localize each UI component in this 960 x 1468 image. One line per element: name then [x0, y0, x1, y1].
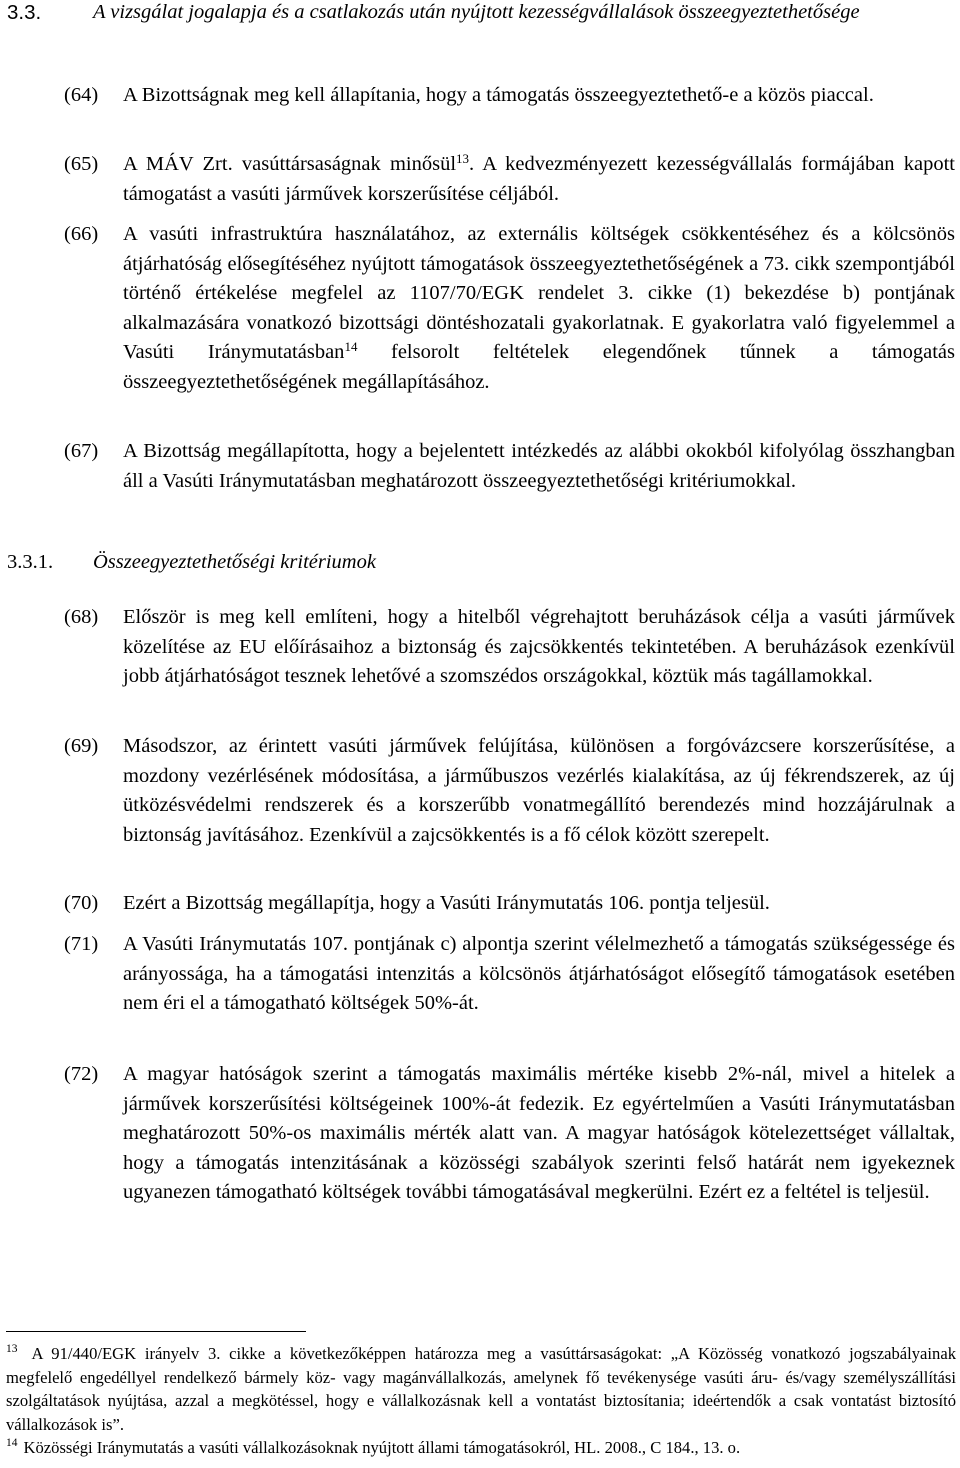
paragraph-66 [0, 220, 958, 398]
paragraph-number: (72) [64, 1063, 99, 1085]
paragraph-text: Először is meg kell említeni, hogy a hitelből végrehajtott beruházások célja a vasúti járművek közelítése az EU előírásaihoz a biztonság és zajcsökkentés tekintetében. A beruházások ezenkívül jobb átjárhatóságot tesznek lehetővé a szomszédos országokkal, köztük más tagállamokkal. [123, 606, 955, 688]
paragraph-text-part: felsorolt feltételek elegendőnek tűnnek a támogatás összeegyeztethetőségének megállapításához. [123, 341, 955, 393]
paragraph-text [123, 150, 955, 209]
paragraph-65 [0, 150, 958, 209]
paragraph-text: Ezért a Bizottság megállapítja, hogy a Vasúti Iránymutatás 106. pontja teljesül. [123, 892, 770, 914]
footnote-14 [6, 1436, 956, 1460]
paragraph-text-part: . A kedvezményezett kezességvállalás formájában kapott támogatást a vasúti járművek korszerűsítése céljából. [123, 153, 955, 205]
paragraph-68 [0, 603, 958, 692]
footnote-reference-14[interactable]: 14 [344, 339, 358, 355]
paragraph-number: (69) [64, 735, 99, 757]
paragraph-number: (66) [64, 223, 99, 245]
paragraph-69 [0, 732, 958, 850]
section-heading [7, 0, 957, 28]
paragraph-text-part: A MÁV Zrt. vasúttársaságnak minősül [123, 153, 457, 175]
footnote-text: A 91/440/EGK irányelv 3. cikke a következőképpen határozza meg a vasúttársaságokat: „A Közösség vonatkozó jogszabályainak megfelelő engedéllyel rendelkező bármely köz- vagy magánvállalkozás, amelynek fő tevékenysége vasúti áru- és/vagy személyszállítási szolgáltatások nyújtása, azzal a megkötéssel, hogy e vállalkozásnak kell a vontatást biztosítania; ideértendők a csak vontatást biztosító vállalkozások is”. [6, 1344, 956, 1434]
paragraph-67 [0, 437, 958, 496]
footnote-text: Közösségi Iránymutatás a vasúti vállalkozásoknak nyújtott állami támogatásokról, HL. 2008., C 184., 13. o. [23, 1438, 741, 1458]
footnote-reference-13[interactable]: 13 [456, 151, 470, 166]
paragraph-number: (67) [64, 440, 99, 462]
paragraph-number: (70) [64, 892, 99, 914]
paragraph-72 [0, 1060, 958, 1208]
subsection-number: 3.3.1. [7, 551, 54, 573]
footnote-number: 14 [6, 1437, 18, 1450]
paragraph-number: (64) [64, 84, 99, 106]
subsection-title: Összeegyeztethetőségi kritériumok [93, 551, 376, 573]
paragraph-text [123, 220, 955, 398]
paragraph-text: Másodszor, az érintett vasúti járművek felújítása, különösen a forgóvázcsere korszerűsítése, a mozdony vezérlésének módosítása, a járműbuszos vezérlés kialakítása, az új fékrendszerek, az új ütközésvédelmi rendszerek és a korszerűbb vonatmegállító berendezés mind hozzájárulnak a biztonság javításához. Ezenkívül a zajcsökkentés is a fő célok között szerepelt. [123, 735, 955, 846]
footnotes [6, 1342, 956, 1460]
paragraph-71 [0, 930, 958, 1019]
paragraph-number: (71) [64, 933, 99, 955]
footnote-number: 13 [6, 1343, 18, 1355]
paragraph-64 [0, 81, 958, 111]
paragraph-number: (68) [64, 606, 99, 628]
paragraph-text: A magyar hatóságok szerint a támogatás maximális mértéke kisebb 2%-nál, mivel a hitelek a járművek korszerűsítési költségeinek 100%-át fedezik. Ez egyértelműen a Vasúti Iránymutatásban meghatározott 50%-os maximális mérték alatt van. A magyar hatóságok kötelezettséget vállaltak, hogy a támogatás intenzitásának a közösségi szabályok szerinti felső határát nem igyekeznek ugyanezen támogatható költségek további támogatásával megkerülni. Ezért ez a feltétel is teljesül. [123, 1063, 955, 1204]
paragraph-70 [0, 889, 958, 919]
paragraph-text: A Bizottságnak meg kell állapítania, hogy a támogatás összeegyeztethető-e a közös piaccal. [123, 84, 874, 106]
paragraph-text-part: A vasúti infrastruktúra használatához, az externális költségek csökkentéséhez és a kölcsönös átjárhatóság elősegítéséhez nyújtott támogatások összeegyeztethetőségének a 73. cikk szempontjából történő értékelése megfelel az 1107/70/EGK rendelet 3. cikke (1) bekezdése b) pontjának alkalmazására vonatkozó bizottsági döntéshozatali gyakorlatnak. E gyakorlatra való figyelemmel a Vasúti Iránymutatásban [123, 223, 955, 364]
footnote-13 [6, 1342, 956, 1436]
section-title: A vizsgálat jogalapja és a csatlakozás után nyújtott kezességvállalások összeegyeztethetősége [93, 1, 860, 23]
paragraph-text: A Vasúti Iránymutatás 107. pontjának c) alpontja szerint vélelmezhető a támogatás szükségessége és arányossága, ha a támogatási intenzitás a kölcsönös átjárhatóságot elősegítő támogatások esetében nem éri el a támogatható költségek 50%-át. [123, 933, 955, 1015]
section-number: 3.3. [7, 1, 42, 24]
paragraph-number: (65) [64, 153, 99, 175]
footnote-separator [6, 1331, 306, 1332]
paragraph-text: A Bizottság megállapította, hogy a bejelentett intézkedés az alábbi okokból kifolyólag összhangban áll a Vasúti Iránymutatásban meghatározott összeegyeztethetőségi kritériumokkal. [123, 440, 955, 492]
